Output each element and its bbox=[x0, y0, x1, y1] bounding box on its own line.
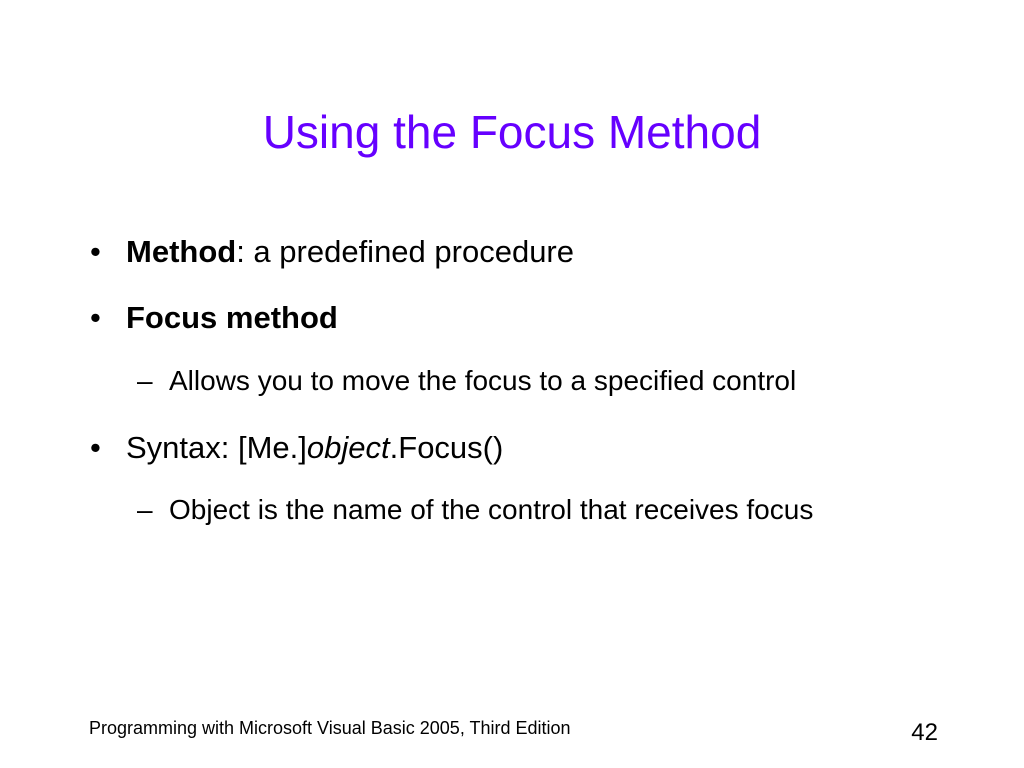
bullet-text: : a predefined procedure bbox=[236, 234, 574, 269]
bullet-mark: • bbox=[90, 430, 101, 465]
bullet-method bbox=[90, 232, 574, 272]
sub-bullet-mark: – bbox=[137, 365, 153, 396]
bullet-mark: • bbox=[90, 300, 101, 335]
syntax-suffix: .Focus() bbox=[389, 430, 504, 465]
sub-bullet-text: Object is the name of the control that receives focus bbox=[169, 494, 814, 525]
sub-bullet-mark: – bbox=[137, 494, 153, 525]
bullet-syntax bbox=[90, 428, 503, 468]
syntax-object: object bbox=[306, 430, 390, 465]
sub-bullet-focus-description bbox=[137, 363, 796, 399]
bullet-term: Method bbox=[126, 234, 237, 269]
syntax-prefix: Syntax: [Me.] bbox=[126, 430, 307, 465]
slide-title: Using the Focus Method bbox=[262, 106, 762, 158]
page-number: 42 bbox=[911, 719, 938, 746]
sub-bullet-text: Allows you to move the focus to a specified control bbox=[169, 365, 797, 396]
footer-text: Programming with Microsoft Visual Basic 2005, Third Edition bbox=[89, 718, 571, 738]
bullet-focus-method bbox=[90, 298, 338, 338]
bullet-mark: • bbox=[90, 234, 101, 269]
bullet-term: Focus method bbox=[126, 300, 338, 335]
sub-bullet-object-description bbox=[137, 492, 813, 528]
